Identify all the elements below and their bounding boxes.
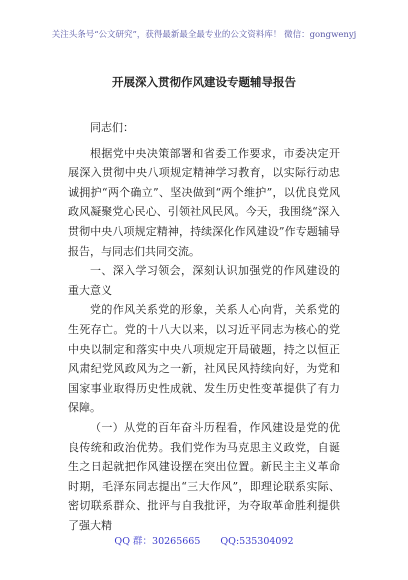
salutation: 同志们： bbox=[90, 121, 134, 134]
document-title: 开展深入贯彻作风建设专题辅导报告 bbox=[112, 75, 296, 89]
paragraph-intro: 根据党中央决策部署和省委工作要求，市委决定开展深入贯彻中央八项规定精神学习教育，以实际行动忠诚拥护“两个确立”、坚决做到“两个维护”，以优良党风政风凝聚党心民心、引领社风民风。今天，我围绕“深入贯彻中央八项规定精神，持续深化作风建设”作专题辅导报告，与同志们共同交流。 bbox=[68, 146, 340, 258]
section-heading-1: 一、深入学习领会，深刻认识加强党的作风建设的重大意义 bbox=[68, 264, 340, 297]
footer-qq-number: QQ:535304092 bbox=[220, 536, 294, 547]
footer-qq-group: QQ 群：30265665 bbox=[114, 536, 201, 547]
footer-contact bbox=[0, 533, 408, 547]
paragraph-party-style: 党的作风关系党的形象，关系人心向背，关系党的生死存亡。党的十八大以来，以习近平同志为核心的党中央以制定和落实中央八项规定开局破题，持之以恒正风肃纪党风政风为之一新，社风民风持续向好，为党和国家事业取得历史性成就、发生历史性变革提供了有力保障。 bbox=[68, 303, 340, 415]
paragraph-history: （一）从党的百年奋斗历程看，作风建设是党的优良传统和政治优势。我们党作为马克思主义政党，自诞生之日起就把作风建设摆在突出位置。新民主主义革命时期，毛泽东同志提出“三大作风”，即理论联系实际、密切联系群众、批评与自我批评，为夺取革命胜利提供了强大精 bbox=[68, 420, 340, 532]
document-body bbox=[68, 118, 340, 535]
header-note: 关注头条号“公文研究”，获得最新最全最专业的公文资料库！ 微信：gongwenyj bbox=[51, 30, 357, 40]
